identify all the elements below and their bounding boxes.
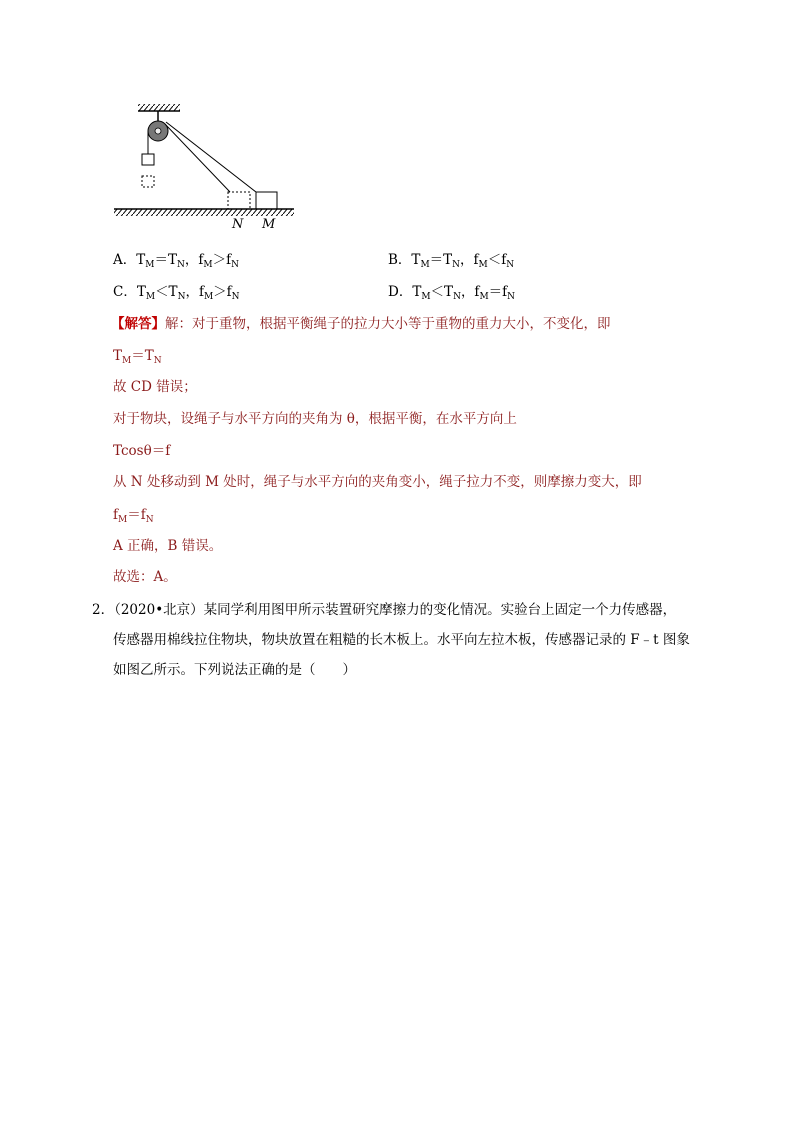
pulley-axle [155,128,161,134]
question-2-line-3: 如图乙所示。下列说法正确的是（ ） [113,662,356,678]
ground-hatch [114,209,294,216]
rope-to-m [166,122,256,192]
answer-eq-2: $f_M=f_N$ [113,507,154,525]
option-b: B．$T_M=T_N$，$f_M<f_N$ [388,252,515,270]
answer-line-4: Tcosθ＝f [113,443,171,459]
answer-line-7: 故选：A。 [113,569,177,585]
answer-line-5: 从 N 处移动到 M 处时，绳子与水平方向的夹角变小，绳子拉力不变，则摩擦力变大，即 [113,474,642,490]
block-m [256,192,277,209]
answer-eq-1: $T_M=T_N$ [113,348,162,366]
answer-line-1: 【解答】解：对于重物，根据平衡绳子的拉力大小等于重物的重力大小，不变化，即 [111,316,611,332]
answer-line-6: A 正确，B 错误。 [113,538,223,554]
question-2 [92,595,712,685]
answer-line-2: 故 CD 错误； [113,379,197,395]
option-d: D．$T_M<T_N$，$f_M=f_N$ [388,284,516,302]
label-n: N [232,217,244,232]
option-c: C．$T_M<T_N$，$f_M>f_N$ [113,284,240,302]
label-m: M [262,217,276,232]
ceiling-hatch [138,104,180,111]
option-a: A．$T_M=T_N$，$f_M>f_N$ [113,252,239,270]
rope-to-n [165,124,230,192]
pulley-diagram [108,100,308,236]
answer-line-3: 对于物块，设绳子与水平方向的夹角为 θ，根据平衡，在水平方向上 [113,411,517,427]
answer-tag: 【解答】 [111,316,165,332]
question-2-line-1: 2．（2020•北京）某同学利用图甲所示装置研究摩擦力的变化情况。实验台上固定一个力传感器， [92,602,677,618]
question-2-line-2: 传感器用棉线拉住物块，物块放置在粗糙的长木板上。水平向左拉木板，传感器记录的 F﹣t 图象 [113,632,690,648]
weight-dashed [142,176,154,187]
weight-solid [142,154,154,165]
block-n-dashed [228,192,250,209]
